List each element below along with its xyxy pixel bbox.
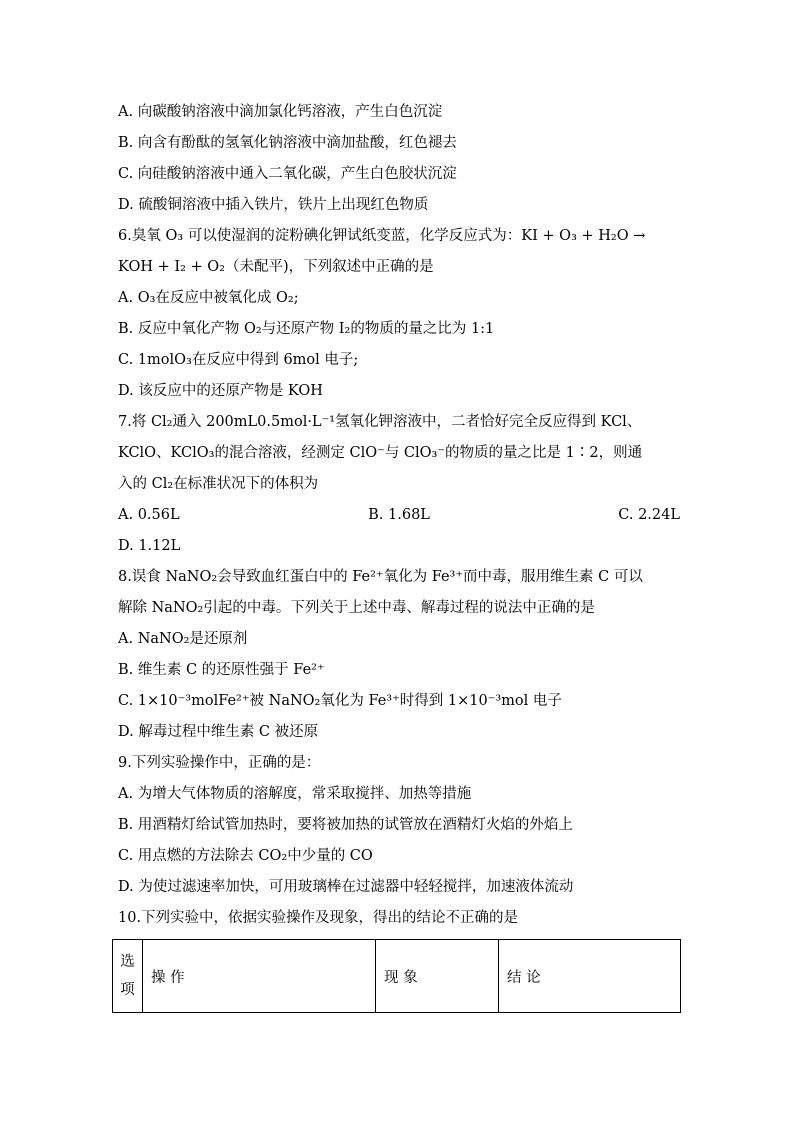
q9-option-a: A. 为增大气体物质的溶解度，常采取搅拌、加热等措施 [118,786,472,802]
header-option-char-2: 项 [120,982,135,998]
header-option-cell [113,940,143,1013]
q7-option-c: C. 2.24L [618,507,680,523]
header-conclusion: 结 论 [499,940,681,1013]
q8-option-a: A. NaNO₂是还原剂 [118,631,248,647]
q5-option-c: C. 向硅酸钠溶液中通入二氧化碳，产生白色胶状沉淀 [118,166,457,182]
q7-stem-line-1: 7.将 Cl₂通入 200mL0.5mol·L⁻¹氢氧化钾溶液中，二者恰好完全反应得到 KCl、 [118,414,642,430]
q9-option-b: B. 用酒精灯给试管加热时，要将被加热的试管放在酒精灯火焰的外焰上 [118,817,573,833]
q8-stem-line-2: 解除 NaNO₂引起的中毒。下列关于上述中毒、解毒过程的说法中正确的是 [118,600,595,616]
q7-stem-line-2: KClO、KClO₃的混合溶液，经测定 ClO⁻与 ClO₃⁻的物质的量之比是 1∶2，则通 [118,445,643,461]
q6-stem-line-2: KOH + I₂ + O₂（未配平)，下列叙述中正确的是 [118,259,434,275]
q8-option-c: C. 1×10⁻³molFe²⁺被 NaNO₂氧化为 Fe³⁺时得到 1×10⁻³mol 电子 [118,693,562,709]
q7-option-a: A. 0.56L [118,507,180,523]
q10-table-header-row [113,940,681,1013]
q6-stem-line-1: 6.臭氧 O₃ 可以使湿润的淀粉碘化钾试纸变蓝，化学反应式为：KI + O₃ + H₂O → [118,228,646,244]
header-option-char-1: 选 [120,954,135,970]
q6-option-b: B. 反应中氧化产物 O₂与还原产物 I₂的物质的量之比为 1:1 [118,321,495,337]
q10-stem: 10.下列实验中，依据实验操作及现象，得出的结论不正确的是 [118,910,519,926]
q9-stem: 9.下列实验操作中，正确的是： [118,755,321,771]
q6-option-c: C. 1molO₃在反应中得到 6mol 电子; [118,352,359,368]
q5-option-b: B. 向含有酚酞的氢氧化钠溶液中滴加盐酸，红色褪去 [118,135,457,151]
q5-option-d: D. 硫酸铜溶液中插入铁片，铁片上出现红色物质 [118,197,429,213]
q9-option-c: C. 用点燃的方法除去 CO₂中少量的 CO [118,848,373,864]
q7-option-d: D. 1.12L [118,538,181,554]
header-operation: 操 作 [143,940,376,1013]
q8-option-b: B. 维生素 C 的还原性强于 Fe²⁺ [118,662,325,678]
q8-option-d: D. 解毒过程中维生素 C 被还原 [118,724,319,740]
header-phenomenon: 现 象 [376,940,499,1013]
exam-page [118,97,680,934]
q5-option-a: A. 向碳酸钠溶液中滴加氯化钙溶液，产生白色沉淀 [118,104,443,120]
q7-options-row [118,500,680,531]
q7-stem-line-3: 入的 Cl₂在标准状况下的体积为 [118,476,319,492]
q6-option-a: A. O₃在反应中被氧化成 O₂; [118,290,299,306]
q8-stem-line-1: 8.误食 NaNO₂会导致血红蛋白中的 Fe²⁺氧化为 Fe³⁺而中毒，服用维生素 C 可以 [118,569,643,585]
q7-option-b: B. 1.68L [368,507,430,523]
q10-table [112,939,681,1013]
q6-option-d: D. 该反应中的还原产物是 KOH [118,383,323,399]
q9-option-d: D. 为使过滤速率加快，可用玻璃棒在过滤器中轻轻搅拌，加速液体流动 [118,879,574,895]
